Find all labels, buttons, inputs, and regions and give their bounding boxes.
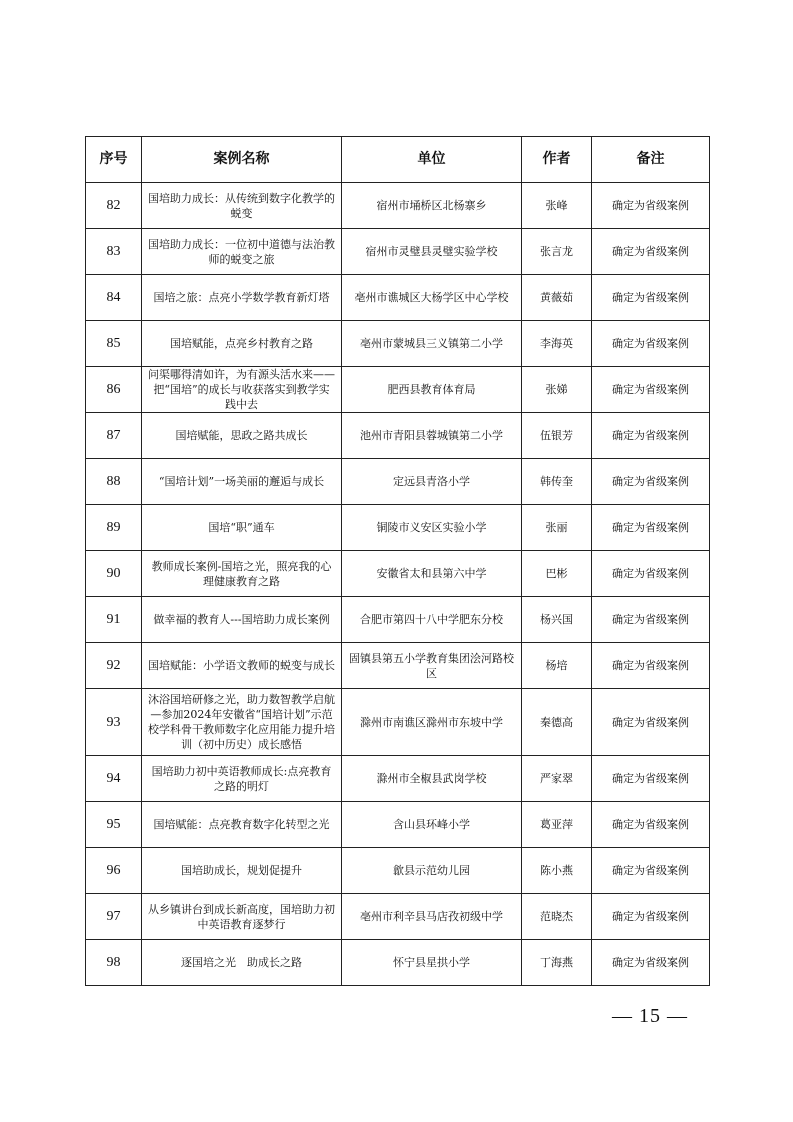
unit-cell: 宿州市埇桥区北杨寨乡	[342, 183, 522, 229]
unit-cell: 亳州市利辛县马店孜初级中学	[342, 894, 522, 940]
serial-cell: 83	[86, 229, 142, 275]
serial-cell: 90	[86, 551, 142, 597]
table-row	[86, 848, 710, 894]
serial-cell: 85	[86, 321, 142, 367]
remark-cell: 确定为省级案例	[592, 551, 710, 597]
case-name-cell: 从乡镇讲台到成长新高度，国培助力初中英语教育逐梦行	[142, 894, 342, 940]
table-row	[86, 643, 710, 689]
remark-cell: 确定为省级案例	[592, 689, 710, 756]
table-row	[86, 505, 710, 551]
remark-cell: 确定为省级案例	[592, 802, 710, 848]
unit-cell: 定远县青洛小学	[342, 459, 522, 505]
case-name-cell: 问渠哪得清如许，为有源头活水来——把“国培”的成长与收获落实到教学实践中去	[142, 367, 342, 413]
author-cell: 秦德高	[522, 689, 592, 756]
serial-cell: 82	[86, 183, 142, 229]
author-cell: 杨兴国	[522, 597, 592, 643]
author-cell: 黄薇茹	[522, 275, 592, 321]
serial-cell: 89	[86, 505, 142, 551]
table-row	[86, 459, 710, 505]
table-row	[86, 551, 710, 597]
serial-cell: 88	[86, 459, 142, 505]
author-cell: 巴彬	[522, 551, 592, 597]
table-row	[86, 894, 710, 940]
author-cell: 杨培	[522, 643, 592, 689]
author-cell: 李海英	[522, 321, 592, 367]
remark-cell: 确定为省级案例	[592, 643, 710, 689]
remark-cell: 确定为省级案例	[592, 597, 710, 643]
case-name-cell: 国培助力成长：一位初中道德与法治教师的蜕变之旅	[142, 229, 342, 275]
remark-cell: 确定为省级案例	[592, 756, 710, 802]
case-name-cell: 教师成长案例-国培之光，照亮我的心理健康教育之路	[142, 551, 342, 597]
case-name-cell: 国培赋能，思政之路共成长	[142, 413, 342, 459]
unit-cell: 滁州市南谯区滁州市东坡中学	[342, 689, 522, 756]
remark-cell: 确定为省级案例	[592, 183, 710, 229]
header-remark: 备注	[592, 137, 710, 183]
table-row	[86, 689, 710, 756]
case-name-cell: 做幸福的教育人---国培助力成长案例	[142, 597, 342, 643]
case-name-cell: 国培助成长，规划促提升	[142, 848, 342, 894]
unit-cell: 合肥市第四十八中学肥东分校	[342, 597, 522, 643]
case-table	[85, 136, 710, 986]
remark-cell: 确定为省级案例	[592, 940, 710, 986]
author-cell: 范晓杰	[522, 894, 592, 940]
remark-cell: 确定为省级案例	[592, 229, 710, 275]
unit-cell: 池州市青阳县蓉城镇第二小学	[342, 413, 522, 459]
remark-cell: 确定为省级案例	[592, 321, 710, 367]
remark-cell: 确定为省级案例	[592, 848, 710, 894]
unit-cell: 含山县环峰小学	[342, 802, 522, 848]
header-case-name: 案例名称	[142, 137, 342, 183]
author-cell: 张言龙	[522, 229, 592, 275]
serial-cell: 98	[86, 940, 142, 986]
author-cell: 张娣	[522, 367, 592, 413]
page-number: — 15 —	[612, 1005, 688, 1027]
table-row	[86, 367, 710, 413]
table-row	[86, 275, 710, 321]
unit-cell: 安徽省太和县第六中学	[342, 551, 522, 597]
header-author: 作者	[522, 137, 592, 183]
remark-cell: 确定为省级案例	[592, 894, 710, 940]
table-row	[86, 802, 710, 848]
unit-cell: 铜陵市义安区实验小学	[342, 505, 522, 551]
unit-cell: 滁州市全椒县武岗学校	[342, 756, 522, 802]
case-name-cell: 国培助力成长：从传统到数字化教学的蜕变	[142, 183, 342, 229]
table-row	[86, 597, 710, 643]
author-cell: 陈小燕	[522, 848, 592, 894]
unit-cell: 宿州市灵璧县灵璧实验学校	[342, 229, 522, 275]
unit-cell: 歙县示范幼儿园	[342, 848, 522, 894]
serial-cell: 94	[86, 756, 142, 802]
serial-cell: 97	[86, 894, 142, 940]
unit-cell: 怀宁县星拱小学	[342, 940, 522, 986]
header-serial: 序号	[86, 137, 142, 183]
header-unit: 单位	[342, 137, 522, 183]
table-header-row	[86, 137, 710, 183]
unit-cell: 亳州市蒙城县三义镇第二小学	[342, 321, 522, 367]
author-cell: 张丽	[522, 505, 592, 551]
author-cell: 韩传奎	[522, 459, 592, 505]
table-row	[86, 321, 710, 367]
table-body	[86, 183, 710, 986]
table-row	[86, 183, 710, 229]
serial-cell: 84	[86, 275, 142, 321]
serial-cell: 86	[86, 367, 142, 413]
unit-cell: 肥西县教育体育局	[342, 367, 522, 413]
unit-cell: 固镇县第五小学教育集团浍河路校区	[342, 643, 522, 689]
serial-cell: 87	[86, 413, 142, 459]
remark-cell: 确定为省级案例	[592, 275, 710, 321]
remark-cell: 确定为省级案例	[592, 505, 710, 551]
case-name-cell: 国培助力初中英语教师成长:点亮教育之路的明灯	[142, 756, 342, 802]
author-cell: 张峰	[522, 183, 592, 229]
author-cell: 丁海燕	[522, 940, 592, 986]
case-name-cell: “国培计划”一场美丽的邂逅与成长	[142, 459, 342, 505]
remark-cell: 确定为省级案例	[592, 413, 710, 459]
serial-cell: 91	[86, 597, 142, 643]
table-row	[86, 413, 710, 459]
author-cell: 葛亚萍	[522, 802, 592, 848]
unit-cell: 亳州市谯城区大杨学区中心学校	[342, 275, 522, 321]
author-cell: 伍银芳	[522, 413, 592, 459]
serial-cell: 93	[86, 689, 142, 756]
table-row	[86, 229, 710, 275]
remark-cell: 确定为省级案例	[592, 459, 710, 505]
table-row	[86, 940, 710, 986]
case-name-cell: 国培“职”通车	[142, 505, 342, 551]
remark-cell: 确定为省级案例	[592, 367, 710, 413]
serial-cell: 96	[86, 848, 142, 894]
case-name-cell: 逐国培之光 助成长之路	[142, 940, 342, 986]
case-name-cell: 国培赋能：点亮教育数字化转型之光	[142, 802, 342, 848]
case-name-cell: 国培赋能，点亮乡村教育之路	[142, 321, 342, 367]
serial-cell: 92	[86, 643, 142, 689]
serial-cell: 95	[86, 802, 142, 848]
table-row	[86, 756, 710, 802]
author-cell: 严家翠	[522, 756, 592, 802]
case-name-cell: 国培赋能：小学语文教师的蜕变与成长	[142, 643, 342, 689]
case-name-cell: 沐浴国培研修之光，助力数智教学启航—参加2024年安徽省“国培计划”示范校学科骨干教师数字化应用能力提升培训（初中历史）成长感悟	[142, 689, 342, 756]
case-name-cell: 国培之旅：点亮小学数学教育新灯塔	[142, 275, 342, 321]
